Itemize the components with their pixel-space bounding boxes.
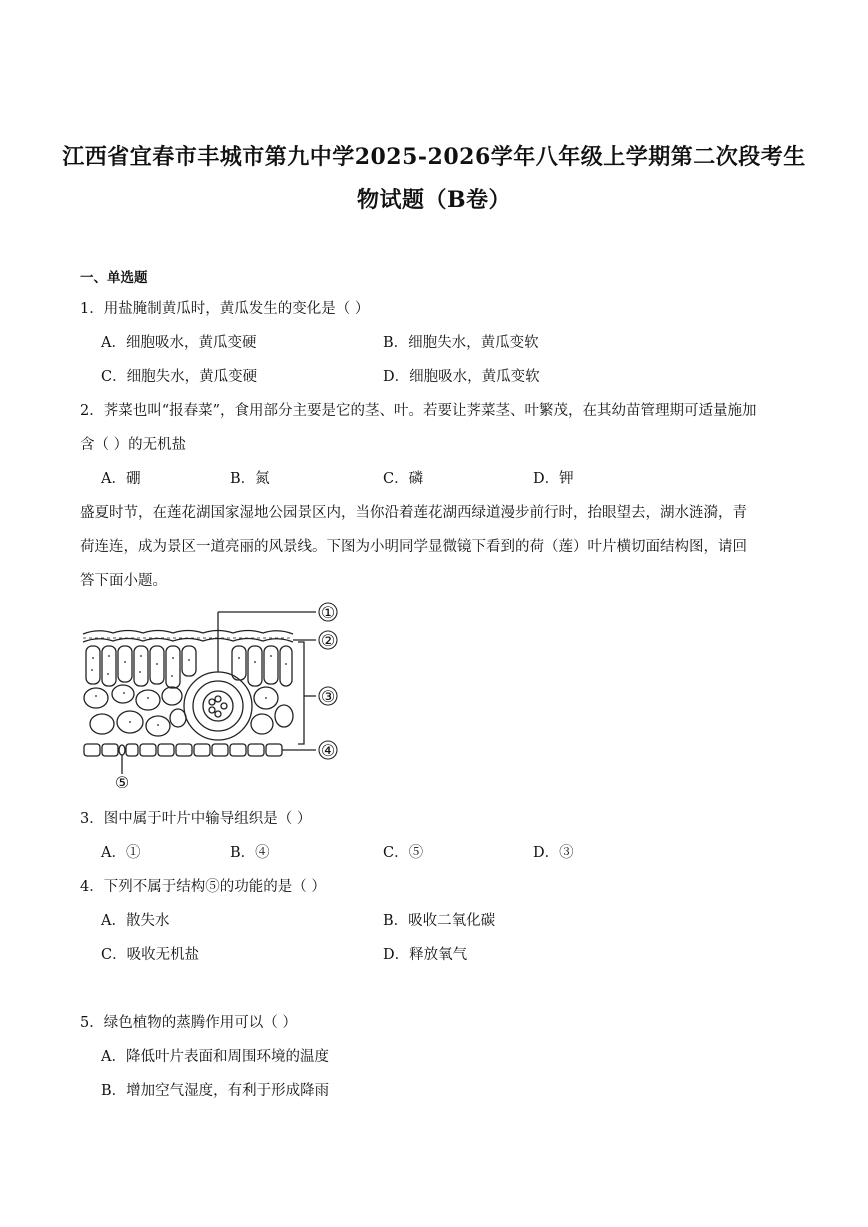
passage-line2: 荷连连，成为景区一道亮丽的风景线。下图为小明同学显微镜下看到的荷（莲）叶片横切面结构图，请回 — [80, 539, 747, 555]
q2-option-a: A．硼 — [101, 471, 141, 487]
q5-option-b: B．增加空气湿度，有利于形成降雨 — [101, 1083, 330, 1099]
q2-option-c: C．磷 — [383, 471, 424, 487]
q4-option-c: C．吸收无机盐 — [101, 947, 200, 963]
q2-option-d: D．钾 — [533, 471, 574, 487]
q3-option-c: C．⑤ — [383, 845, 424, 861]
leaf-cross-section-figure — [78, 598, 358, 788]
page-title-line1: 江西省宜春市丰城市第九中学2025-2026学年八年级上学期第二次段考生 — [62, 144, 806, 170]
page-title-line2: 物试题（B卷） — [356, 187, 512, 213]
q1-option-a: A．细胞吸水，黄瓜变硬 — [101, 335, 257, 351]
q5-option-a: A．降低叶片表面和周围环境的温度 — [101, 1049, 329, 1065]
q2-stem-line2: 含（ ）的无机盐 — [80, 437, 187, 453]
figure-label-3: ③ — [320, 687, 336, 706]
q3-option-b: B．④ — [230, 845, 270, 861]
section-heading: 一、单选题 — [80, 270, 148, 286]
q3-stem: 3．图中属于叶片中输导组织是（ ） — [80, 811, 312, 827]
q4-option-d: D．释放氧气 — [383, 947, 468, 963]
q3-option-a: A．① — [101, 845, 141, 861]
q5-stem: 5．绿色植物的蒸腾作用可以（ ） — [80, 1015, 297, 1031]
q4-option-b: B．吸收二氧化碳 — [383, 913, 496, 929]
q1-option-b: B．细胞失水，黄瓜变软 — [383, 335, 539, 351]
q1-option-c: C．细胞失水，黄瓜变硬 — [101, 369, 258, 385]
q1-option-d: D．细胞吸水，黄瓜变软 — [383, 369, 540, 385]
figure-label-4: ④ — [320, 741, 336, 760]
q1-stem: 1．用盐腌制黄瓜时，黄瓜发生的变化是（ ） — [80, 301, 370, 317]
passage-line3: 答下面小题。 — [80, 573, 167, 589]
figure-label-2: ② — [320, 631, 336, 650]
q4-option-a: A．散失水 — [101, 913, 170, 929]
figure-label-1: ① — [320, 603, 336, 622]
q2-stem-line1: 2．荠菜也叫“报春菜”，食用部分主要是它的茎、叶。若要让荠菜茎、叶繁茂，在其幼苗管理期可适量施加 — [80, 403, 757, 419]
q2-option-b: B．氮 — [230, 471, 270, 487]
figure-label-5: ⑤ — [114, 773, 130, 788]
q4-stem: 4．下列不属于结构⑤的功能的是（ ） — [80, 879, 326, 895]
q3-option-d: D．③ — [533, 845, 574, 861]
passage-line1: 盛夏时节，在莲花湖国家湿地公园景区内，当你沿着莲花湖西绿道漫步前行时，抬眼望去，湖水涟漪，青 — [80, 505, 747, 521]
